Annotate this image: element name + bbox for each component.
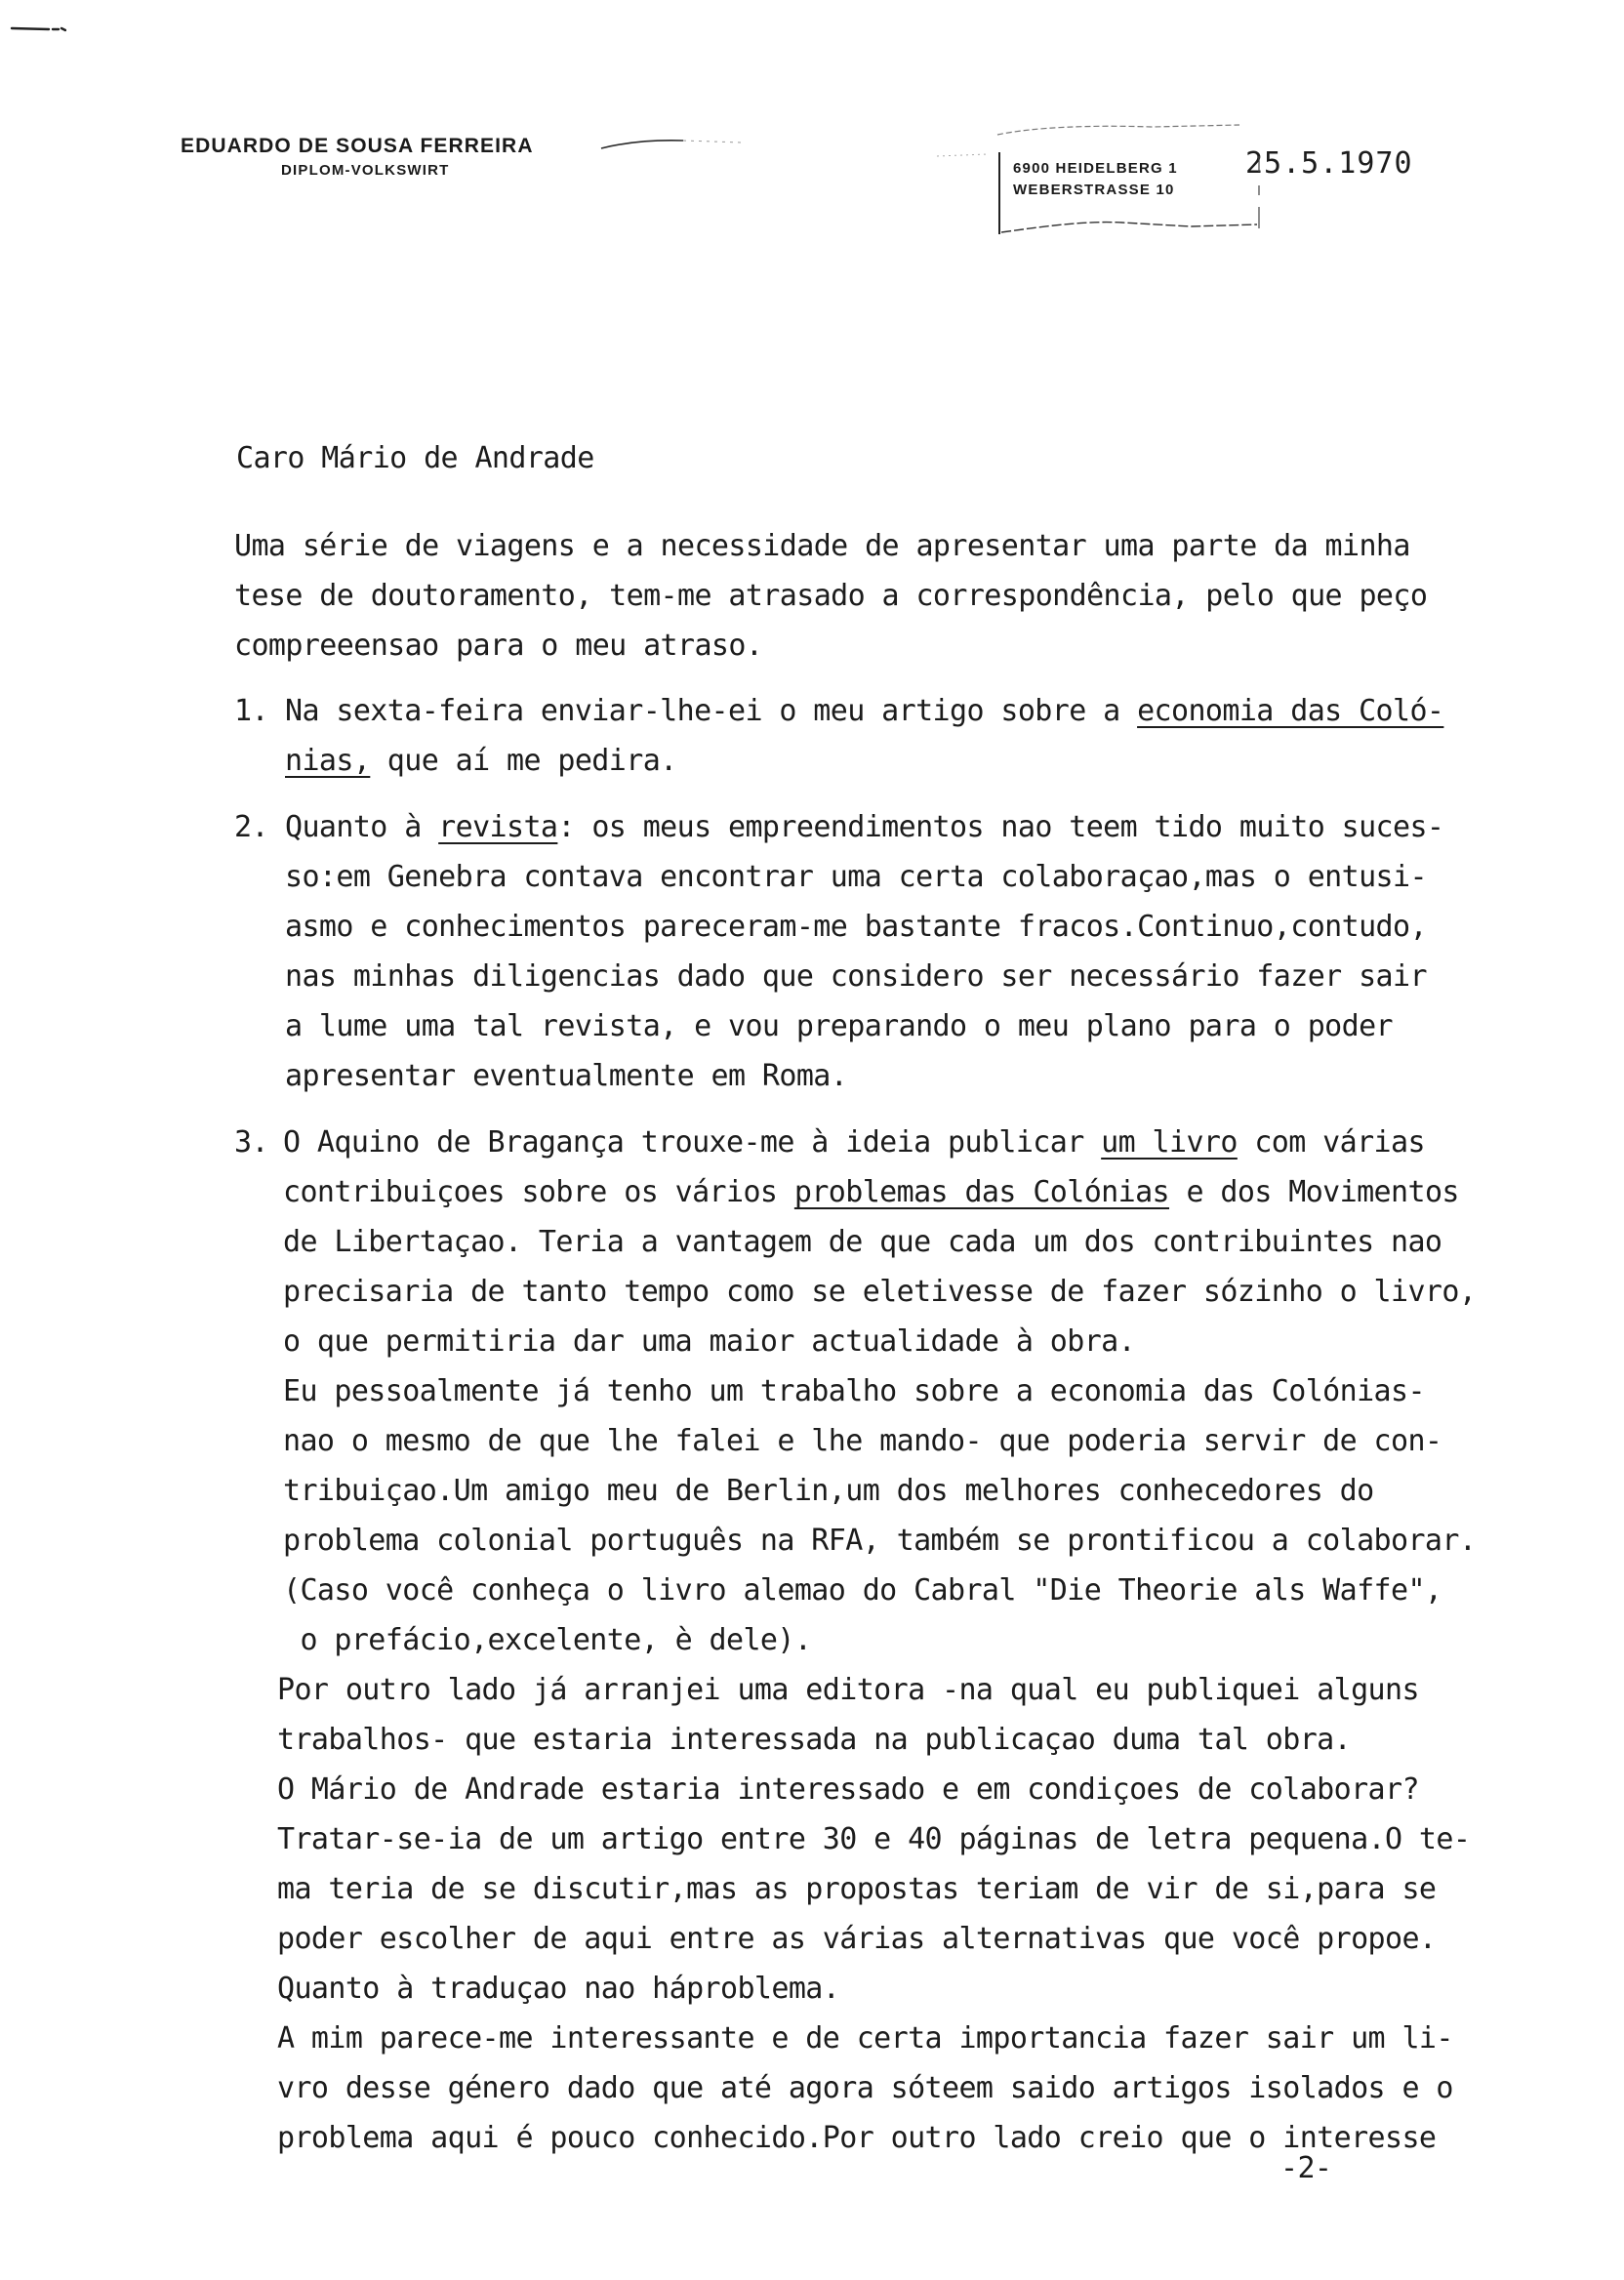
item1-underlined-text: economia das Coló- — [1137, 694, 1444, 728]
item-number: 1. — [234, 694, 268, 728]
salutation: Caro Mário de Andrade — [236, 441, 594, 475]
item3-line: problema aqui é pouco conhecido.Por outro lado creio que o interesse — [277, 2121, 1437, 2155]
intro-line: tese de doutoramento, tem-me atrasado a correspondência, pelo que peço — [234, 579, 1428, 613]
item3-line: precisaria de tanto tempo como se eletivesse de fazer sózinho o livro, — [283, 1275, 1477, 1309]
item3-underlined-text: um livro — [1101, 1125, 1238, 1160]
item3-underlined-text: problemas das Colónias — [793, 1175, 1170, 1209]
item3-line: problema colonial português na RFA, também se prontificou a colaborar. — [283, 1524, 1477, 1558]
item1-line — [285, 744, 677, 778]
item3-line: Tratar-se-ia de um artigo entre 30 e 40 páginas de letra pequena.O te- — [277, 1822, 1471, 1856]
item3-line: Eu pessoalmente já tenho um trabalho sobre a economia das Colónias- — [283, 1374, 1425, 1408]
item1-text: Na sexta-feira enviar-lhe-ei o meu artigo sobre a — [285, 694, 1138, 728]
item2-line: asmo e conhecimentos pareceram-me bastante fracos.Continuo,contudo, — [285, 910, 1427, 944]
intro-line: compreeensao para o meu atraso. — [234, 629, 763, 663]
letterhead-title: DIPLOM-VOLKSWIRT — [281, 162, 450, 179]
item3-line: Por outro lado já arranjei uma editora -na qual eu publiquei alguns — [277, 1673, 1419, 1707]
item3-line — [283, 1175, 1459, 1209]
item3-line: Quanto à traduçao nao háproblema. — [277, 1972, 840, 2006]
item3-line: o que permitiria dar uma maior actualidade à obra. — [283, 1324, 1136, 1359]
item3-text: O Aquino de Bragança trouxe-me à ideia publicar — [283, 1125, 1102, 1160]
item2-line: apresentar eventualmente em Roma. — [285, 1059, 848, 1093]
item3-line: trabalhos- que estaria interessada na publicaçao duma tal obra. — [277, 1723, 1352, 1757]
item3-text: e dos Movimentos — [1169, 1175, 1459, 1209]
letterhead-decorative-lines — [0, 0, 1624, 254]
item3-line: o prefácio,excelente, è dele). — [283, 1623, 812, 1657]
page-number: -2- — [1280, 2151, 1332, 2185]
item3-line: poder escolher de aqui entre as várias alternativas que você propoe. — [277, 1922, 1437, 1956]
item1-text: que aí me pedira. — [370, 744, 677, 778]
item2-line: so:em Genebra contava encontrar uma certa colaboraçao,mas o entusi- — [285, 860, 1427, 894]
item3-line — [283, 1125, 1425, 1160]
intro-line: Uma série de viagens e a necessidade de apresentar uma parte da minha — [234, 529, 1410, 563]
item3-line: vro desse género dado que até agora sóteem saido artigos isolados e o — [277, 2071, 1453, 2105]
item2-line: a lume uma tal revista, e vou preparando o meu plano para o poder — [285, 1009, 1393, 1043]
item3-text: com várias — [1237, 1125, 1425, 1160]
letterhead-name: EDUARDO DE SOUSA FERREIRA — [181, 135, 534, 157]
item1-underlined-text: nias, — [285, 744, 371, 778]
item-number: 3. — [234, 1125, 268, 1160]
item3-line: O Mário de Andrade estaria interessado e em condiçoes de colaborar? — [277, 1772, 1419, 1807]
item-number: 2. — [234, 810, 268, 844]
item2-text: : os meus empreendimentos nao teem tido muito suces- — [557, 810, 1444, 844]
item3-line: (Caso você conheça o livro alemao do Cabral "Die Theorie als Waffe", — [283, 1573, 1442, 1608]
item2-line: nas minhas diligencias dado que considero ser necessário fazer sair — [285, 959, 1427, 994]
item3-text: contribuiçoes sobre os vários — [283, 1175, 794, 1209]
letter-date: 25.5.1970 — [1245, 146, 1413, 181]
item3-line: tribuiçao.Um amigo meu de Berlin,um dos melhores conhecedores do — [283, 1474, 1374, 1508]
item1-line — [285, 694, 1443, 728]
item3-line: nao o mesmo de que lhe falei e lhe mando- que poderia servir de con- — [283, 1424, 1442, 1458]
item3-line: de Libertaçao. Teria a vantagem de que cada um dos contribuintes nao — [283, 1225, 1442, 1259]
item3-line: A mim parece-me interessante e de certa importancia fazer sair um li- — [277, 2021, 1453, 2056]
item2-line — [285, 810, 1443, 844]
letterhead-address-line1: 6900 HEIDELBERG 1 — [1013, 160, 1178, 177]
letterhead-address-line2: WEBERSTRASSE 10 — [1013, 182, 1175, 198]
item3-line: ma teria de se discutir,mas as propostas teriam de vir de si,para se — [277, 1872, 1437, 1906]
item2-text: Quanto à — [285, 810, 439, 844]
item2-underlined-text: revista — [438, 810, 558, 844]
